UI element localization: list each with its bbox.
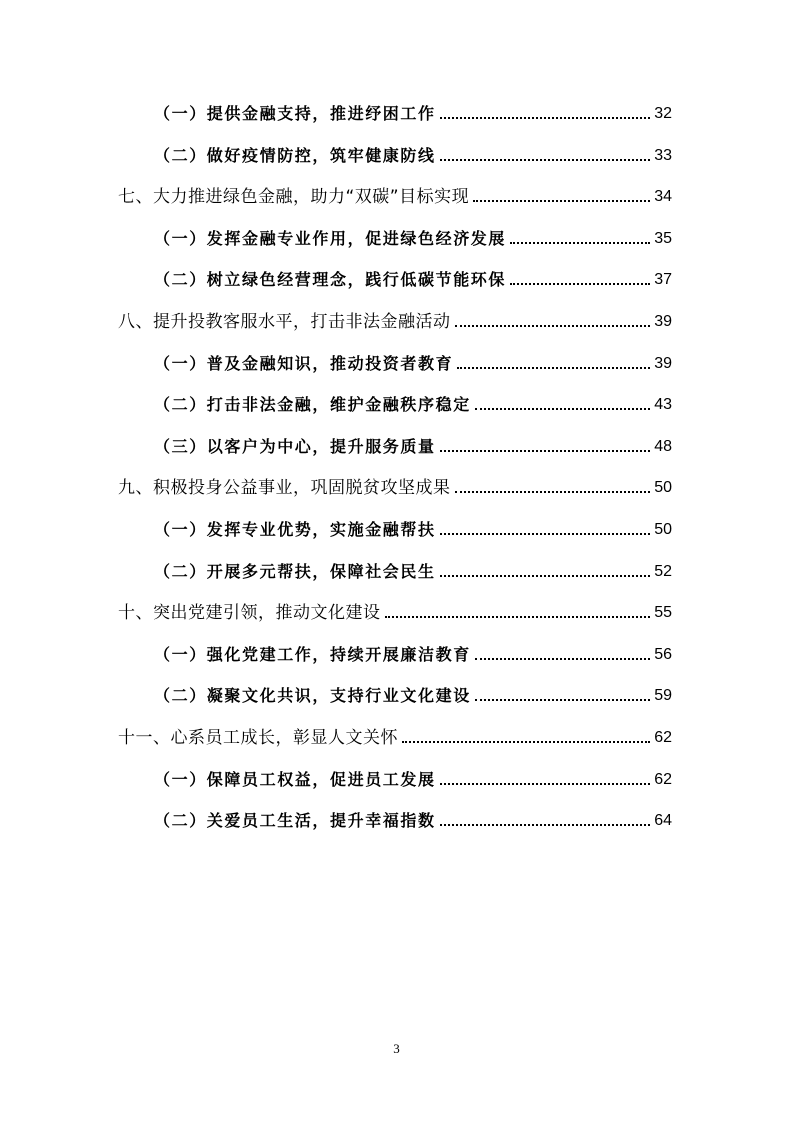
toc-entry-title: （一）发挥专业优势，实施金融帮扶: [154, 520, 436, 539]
toc-dot-leader: [510, 283, 650, 285]
toc-entry-page: 62: [654, 770, 672, 788]
toc-chapter-entry[interactable]: [118, 595, 672, 623]
toc-dot-leader: [440, 783, 650, 785]
toc-entry-page: 33: [654, 146, 672, 164]
toc-entry-page: 50: [654, 479, 672, 497]
toc-entry-page: 48: [654, 437, 672, 455]
toc-section-entry[interactable]: [154, 138, 672, 166]
toc-dot-leader: [455, 325, 651, 327]
toc-entry-page: 56: [654, 645, 672, 663]
toc-entry-page: 39: [654, 354, 672, 372]
toc-dot-leader: [510, 242, 650, 244]
toc-entry-page: 52: [654, 562, 672, 580]
toc-entry-title: （二）做好疫情防控，筑牢健康防线: [154, 145, 436, 165]
toc-dot-leader: [440, 575, 650, 577]
toc-entry-title: （三）以客户为中心，提升服务质量: [154, 436, 436, 456]
toc-entry-page: 34: [654, 188, 672, 206]
toc-entry-title: （一）提供金融支持，推进纾困工作: [154, 104, 436, 123]
toc-dot-leader: [385, 616, 651, 618]
toc-section-entry[interactable]: [154, 678, 672, 706]
toc-entry-page: 43: [654, 396, 672, 414]
toc-section-entry[interactable]: [154, 762, 672, 790]
toc-section-entry[interactable]: [154, 429, 672, 457]
toc-section-entry[interactable]: [154, 637, 672, 665]
toc-chapter-entry[interactable]: [118, 179, 672, 207]
toc-entry-title: （一）保障员工权益，促进员工发展: [154, 769, 436, 789]
toc-chapter-entry[interactable]: [118, 720, 672, 748]
toc-dot-leader: [440, 450, 650, 452]
toc-entry-page: 32: [654, 105, 672, 122]
toc-dot-leader: [402, 741, 650, 743]
toc-entry-title: 八、提升投教客服水平，打击非法金融活动: [118, 312, 451, 332]
toc-entry-title: （一）发挥金融专业作用，促进绿色经济发展: [154, 228, 507, 248]
toc-entry-page: 37: [654, 271, 672, 289]
toc-entry-page: 59: [654, 687, 672, 705]
toc-entry-title: 七、大力推进绿色金融，助力“双碳”目标实现: [118, 187, 470, 208]
toc-chapter-entry[interactable]: [118, 304, 672, 332]
toc-section-entry[interactable]: [154, 387, 672, 415]
toc-section-entry[interactable]: [154, 221, 672, 249]
toc-section-entry[interactable]: [154, 96, 672, 124]
toc-entry-title: 九、积极投身公益事业，巩固脱贫攻坚成果: [118, 478, 451, 499]
toc-dot-leader: [440, 117, 650, 119]
toc-entry-page: 62: [654, 729, 672, 746]
toc-dot-leader: [440, 159, 650, 161]
toc-entry-page: 55: [654, 604, 672, 622]
toc-entry-page: 64: [654, 812, 672, 830]
toc-entry-title: （二）凝聚文化共识，支持行业文化建设: [154, 686, 471, 706]
toc-dot-leader: [475, 408, 650, 410]
toc-section-entry[interactable]: [154, 262, 672, 290]
toc-dot-leader: [475, 658, 650, 660]
toc-dot-leader: [475, 699, 650, 701]
toc-entry-title: （一）普及金融知识，推动投资者教育: [154, 353, 454, 373]
toc-entry-title: （二）开展多元帮扶，保障社会民生: [154, 561, 436, 581]
toc-chapter-entry[interactable]: [118, 470, 672, 498]
toc-entry-page: 35: [654, 229, 672, 247]
page-number: 3: [393, 1041, 400, 1056]
toc-section-entry[interactable]: [154, 512, 672, 540]
toc-dot-leader: [455, 491, 651, 493]
toc-section-entry[interactable]: [154, 346, 672, 374]
toc-section-entry[interactable]: [154, 554, 672, 582]
toc-entry-title: （二）打击非法金融，维护金融秩序稳定: [154, 395, 471, 415]
toc-dot-leader: [440, 824, 650, 826]
toc-entry-page: 50: [654, 521, 672, 538]
toc-dot-leader: [473, 200, 650, 202]
toc-entry-title: （二）关爱员工生活，提升幸福指数: [154, 811, 436, 831]
toc-dot-leader: [440, 533, 650, 535]
toc-section-entry[interactable]: [154, 803, 672, 831]
toc-entry-title: （二）树立绿色经营理念，践行低碳节能环保: [154, 270, 507, 290]
toc-entry-title: 十、突出党建引领，推动文化建设: [118, 603, 381, 624]
toc-entry-title: （一）强化党建工作，持续开展廉洁教育: [154, 644, 471, 664]
toc-entry-page: 39: [654, 313, 672, 330]
toc-entry-title: 十一、心系员工成长，彰显人文关怀: [118, 728, 398, 748]
toc-dot-leader: [457, 367, 650, 369]
